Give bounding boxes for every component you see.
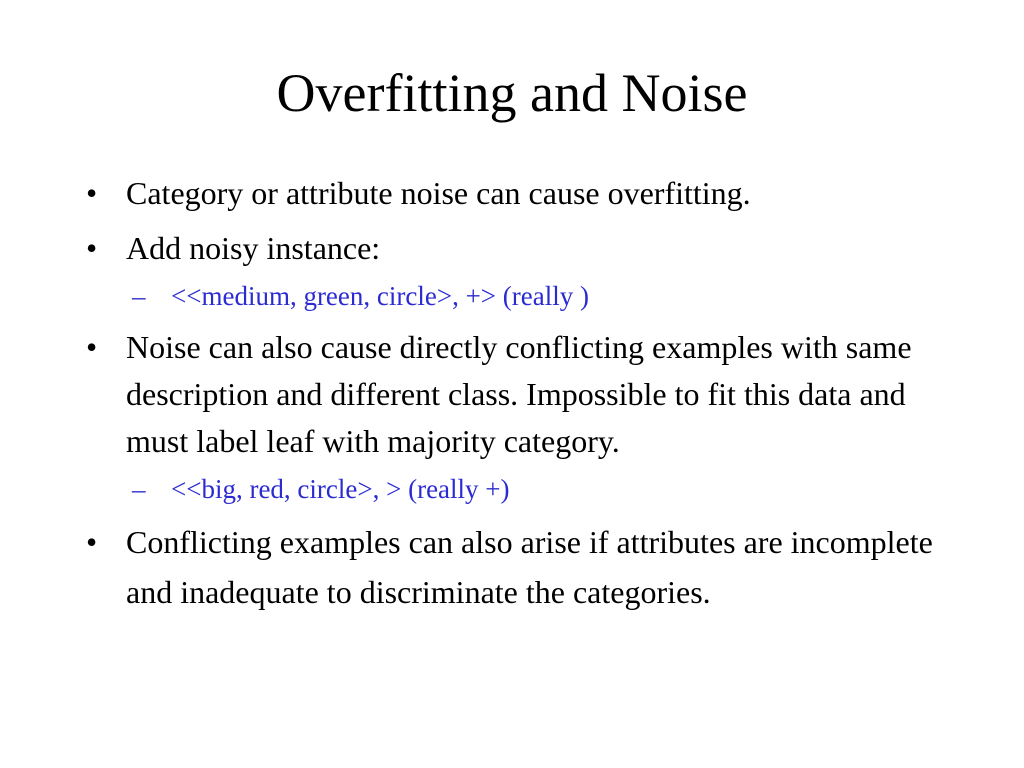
bullet-text: Category or attribute noise can cause overfitting.: [126, 175, 751, 211]
dash-icon: –: [132, 281, 146, 311]
sub-bullet-text: <<medium, green, circle>, +> (really ): [171, 281, 589, 311]
bullet-dot-icon: •: [86, 230, 98, 266]
bullet-item: [86, 225, 946, 272]
bullet-text: Conflicting examples can also arise if attributes are incomplete and inadequate to discriminate the categories.: [126, 524, 933, 610]
sub-bullet-item: [86, 469, 946, 509]
bullet-dot-icon: •: [86, 524, 98, 560]
sub-bullet-item: [86, 276, 946, 316]
bullet-item: [86, 324, 946, 465]
bullet-list: [86, 170, 946, 625]
bullet-text: Add noisy instance:: [126, 230, 381, 266]
bullet-item: [86, 170, 946, 217]
dash-icon: –: [132, 474, 146, 504]
bullet-item: [86, 517, 946, 617]
bullet-dot-icon: •: [86, 329, 98, 365]
sub-bullet-text: <<big, red, circle>, > (really +): [171, 474, 510, 504]
bullet-dot-icon: •: [86, 175, 98, 211]
slide-title: Overfitting and Noise: [276, 63, 748, 123]
bullet-text: Noise can also cause directly conflicting examples with same description and different class. Impossible to fit this data and must label leaf with majority category.: [126, 329, 912, 459]
